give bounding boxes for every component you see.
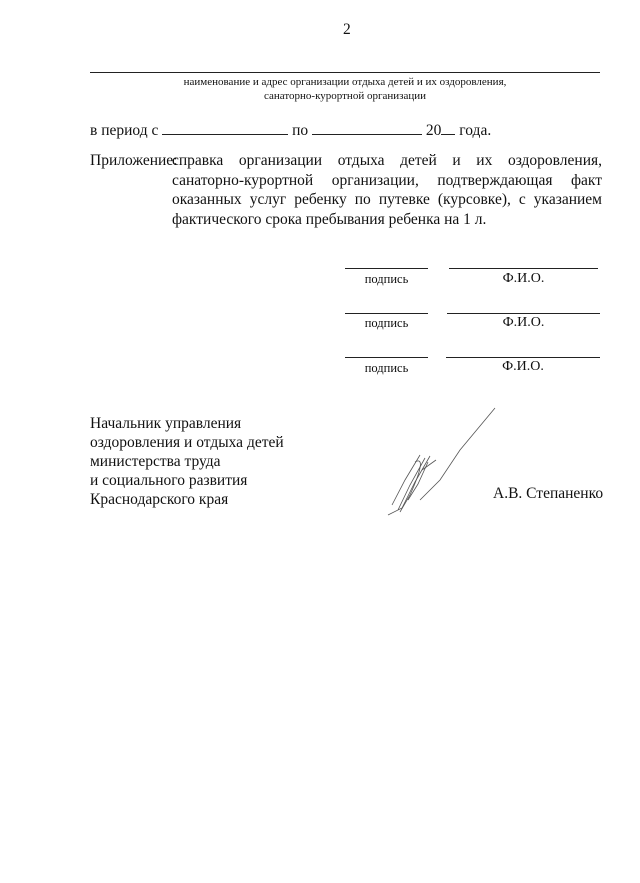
attachment-label: Приложение:: [90, 152, 178, 169]
signature-label-1: подпись: [364, 272, 409, 286]
org-caption-line2: санаторно-курортной организации: [263, 90, 427, 102]
year-field[interactable]: [441, 120, 455, 135]
position-line: министерства труда: [90, 453, 221, 470]
signature-line-3: [345, 357, 428, 358]
page-number: 2: [343, 21, 351, 38]
attachment-text: справка организации отдыха детей и их оздоровления, санаторно-курортной организации, подтверждающая факт оказанных услуг ребенку по путевке (курсовке), с указанием фактического срока пребывания ребенка на 1 л.: [172, 152, 602, 228]
signature-line-1: [345, 268, 428, 269]
org-name-line: [90, 72, 600, 73]
year-prefix: 20: [425, 122, 442, 139]
position-line: Начальник управления: [90, 415, 242, 432]
period-from-label: в период с: [90, 122, 159, 139]
signature-line-2: [345, 313, 428, 314]
period-line: [90, 120, 491, 140]
name-label-1: Ф.И.О.: [502, 271, 545, 286]
name-label-3: Ф.И.О.: [502, 359, 544, 374]
signatory-name: А.В. Степаненко: [493, 485, 604, 502]
signature-label-2: подпись: [364, 316, 409, 330]
position-line: оздоровления и отдыха детей: [90, 434, 284, 451]
year-suffix: года.: [459, 122, 492, 139]
name-line-3: [446, 357, 600, 358]
period-from-field[interactable]: [162, 120, 288, 135]
name-line-2: [447, 313, 600, 314]
org-caption-line1: наименование и адрес организации отдыха детей и их оздоровления,: [183, 76, 507, 88]
name-label-2: Ф.И.О.: [502, 315, 545, 330]
handwritten-signature: [380, 400, 505, 520]
signatory-position: [90, 414, 284, 509]
position-line: Краснодарского края: [90, 491, 229, 508]
position-line: и социального развития: [90, 472, 248, 489]
signature-label-3: подпись: [364, 361, 409, 375]
period-to-field[interactable]: [312, 120, 422, 135]
name-line-1: [449, 268, 598, 269]
period-to-label: по: [292, 122, 309, 139]
